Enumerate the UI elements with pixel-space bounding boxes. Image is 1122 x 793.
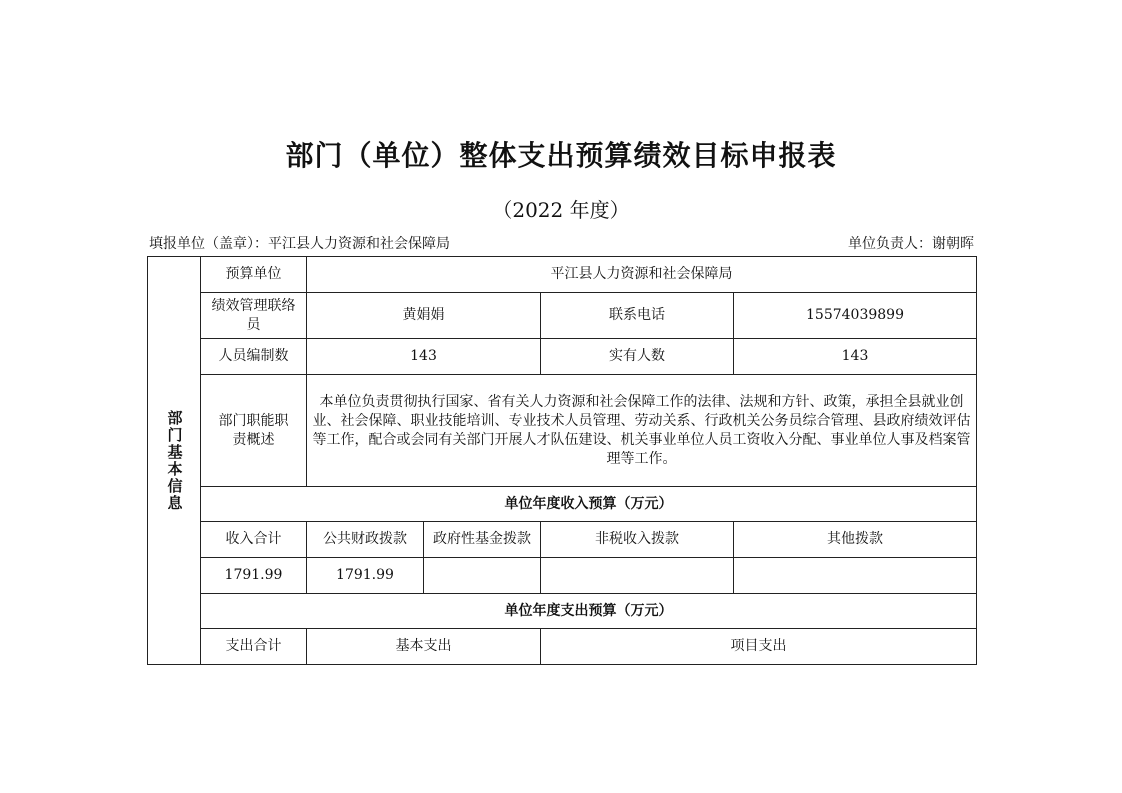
row-liaison	[148, 293, 977, 339]
income-value-total: 1791.99	[201, 558, 307, 594]
income-value-public-finance: 1791.99	[307, 558, 424, 594]
year-label: （2022 年度）	[492, 198, 630, 222]
row-income-values	[148, 558, 977, 594]
row-staff	[148, 339, 977, 375]
actual-staff-label: 实有人数	[541, 339, 734, 375]
row-income-columns	[148, 522, 977, 558]
income-value-government-fund	[424, 558, 541, 594]
income-value-other	[734, 558, 977, 594]
liaison-label: 绩效管理联络员	[201, 293, 307, 339]
duties-text: 本单位负责贯彻执行国家、省有关人力资源和社会保障工作的法律、法规和方针、政策，承担全县就业创业、社会保障、职业技能培训、专业技术人员管理、劳动关系、行政机关公务员综合管理、县政府绩效评估等工作，配合或会同有关部门开展人才队伍建设、机关事业单位人员工资收入分配、事业单位人事及档案管理等工作。	[307, 375, 977, 487]
row-expense-header	[148, 594, 977, 629]
phone-label: 联系电话	[541, 293, 734, 339]
income-section-header: 单位年度收入预算（万元）	[201, 487, 977, 522]
responsible-person: 单位负责人：谢朝晖	[848, 236, 974, 252]
liaison-value: 黄娟娟	[307, 293, 541, 339]
budget-unit-value: 平江县人力资源和社会保障局	[307, 257, 977, 293]
row-income-header	[148, 487, 977, 522]
actual-staff-value: 143	[734, 339, 977, 375]
budget-unit-label: 预算单位	[201, 257, 307, 293]
expense-col-basic: 基本支出	[307, 629, 541, 665]
staff-quota-label: 人员编制数	[201, 339, 307, 375]
expense-col-total: 支出合计	[201, 629, 307, 665]
section-label: 部门基本信息	[148, 257, 201, 665]
income-col-other: 其他拨款	[734, 522, 977, 558]
income-value-non-tax	[541, 558, 734, 594]
form-meta	[147, 233, 976, 253]
expense-col-project: 项目支出	[541, 629, 977, 665]
phone-value: 15574039899	[734, 293, 977, 339]
filler-unit: 填报单位（盖章）：平江县人力资源和社会保障局	[149, 236, 450, 252]
expense-section-header: 单位年度支出预算（万元）	[201, 594, 977, 629]
income-col-government-fund: 政府性基金拨款	[424, 522, 541, 558]
income-col-non-tax: 非税收入拨款	[541, 522, 734, 558]
row-expense-columns	[148, 629, 977, 665]
page-title: 部门（单位）整体支出预算绩效目标申报表	[285, 139, 837, 172]
staff-quota-value: 143	[307, 339, 541, 375]
row-budget-unit	[148, 257, 977, 293]
income-col-total: 收入合计	[201, 522, 307, 558]
row-duties	[148, 375, 977, 487]
duties-label: 部门职能职责概述	[201, 375, 307, 487]
income-col-public-finance: 公共财政拨款	[307, 522, 424, 558]
budget-form-table	[147, 256, 977, 665]
